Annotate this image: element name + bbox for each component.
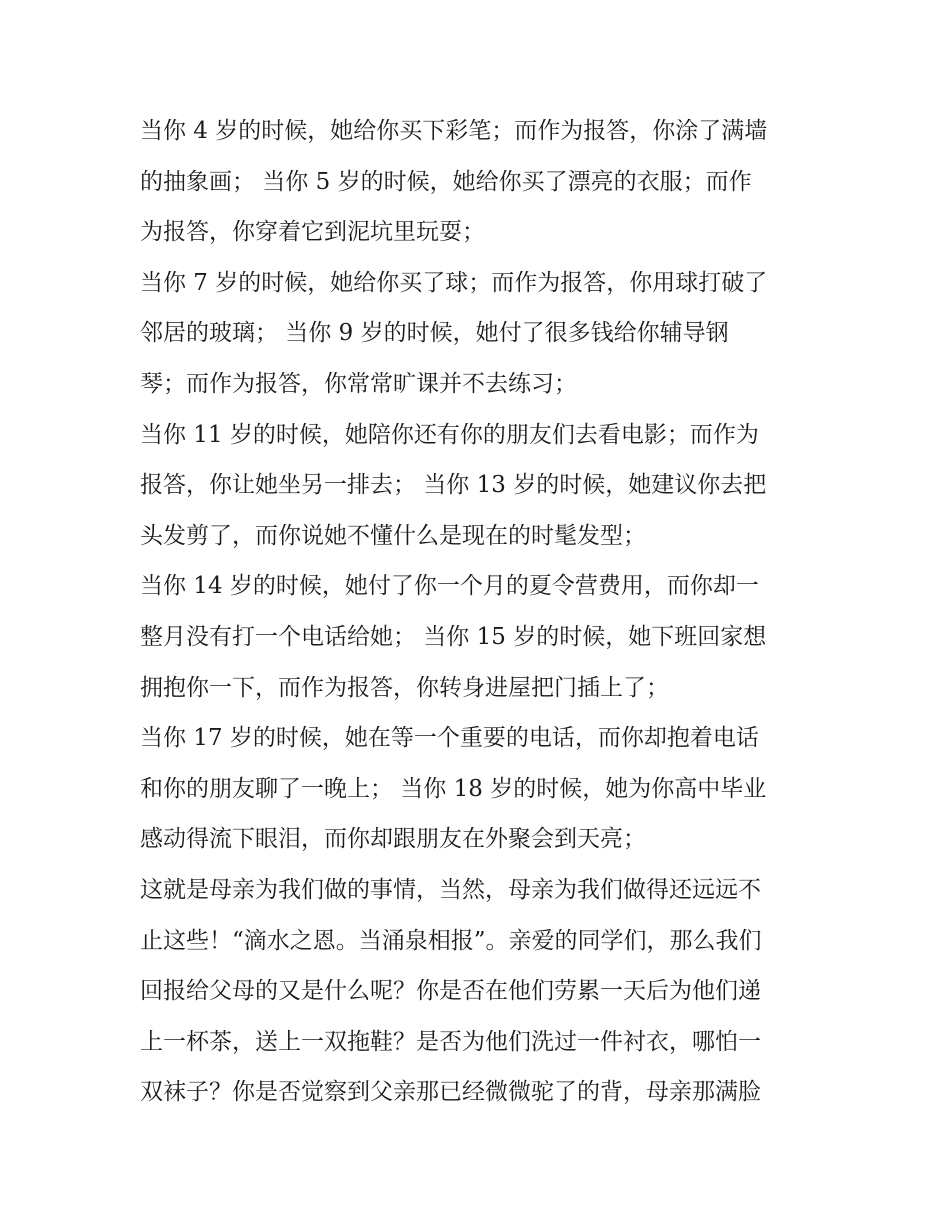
text-line-7: 当你 11 岁的时候，她陪你还有你的朋友们去看电影；而作为: [140, 421, 759, 448]
text-line-13: 当你 17 岁的时候，她在等一个重要的电话，而你却抱着电话: [140, 725, 759, 752]
text-line-5: 邻居的玻璃； 当你 9 岁的时候，她付了很多钱给你辅导钢: [140, 320, 729, 347]
text-line-11: 整月没有打一个电话给她； 当你 15 岁的时候，她下班回家想: [140, 623, 767, 650]
body-text: [140, 106, 812, 1118]
text-line-6: 琴；而作为报答，你常常旷课并不去练习；: [140, 370, 577, 397]
text-line-14: 和你的朋友聊了一晚上； 当你 18 岁的时候，她为你高中毕业: [140, 775, 767, 802]
text-line-17: 止这些！“滴水之恩。当涌泉相报”。亲爱的同学们，那么我们: [140, 927, 762, 954]
text-line-10: 当你 14 岁的时候，她付了你一个月的夏令营费用，而你却一: [140, 573, 759, 600]
text-line-16: 这就是母亲为我们做的事情，当然，母亲为我们做得还远远不: [140, 876, 761, 903]
text-line-4: 当你 7 岁的时候，她给你买了球；而作为报答，你用球打破了: [140, 269, 768, 296]
text-line-15: 感动得流下眼泪，而你却跟朋友在外聚会到天亮；: [140, 826, 646, 853]
text-line-12: 拥抱你一下，而作为报答，你转身进屋把门插上了；: [140, 674, 669, 701]
text-line-2: 的抽象画； 当你 5 岁的时候，她给你买了漂亮的衣服；而作: [140, 168, 752, 195]
text-line-8: 报答，你让她坐另一排去； 当你 13 岁的时候，她建议你去把: [140, 472, 767, 499]
text-line-18: 回报给父母的又是什么呢？你是否在他们劳累一天后为他们递: [140, 978, 761, 1005]
text-line-20: 双袜子？你是否觉察到父亲那已经微微驼了的背，母亲那满脸: [140, 1079, 761, 1106]
text-line-9: 头发剪了，而你说她不懂什么是现在的时髦发型；: [140, 522, 646, 549]
text-line-1: 当你 4 岁的时候，她给你买下彩笔；而作为报答，你涂了满墙: [140, 118, 768, 144]
text-line-19: 上一杯茶，送上一双拖鞋？是否为他们洗过一件衬衣，哪怕一: [140, 1028, 761, 1055]
text-line-3: 为报答，你穿着它到泥坑里玩耍；: [140, 219, 485, 246]
